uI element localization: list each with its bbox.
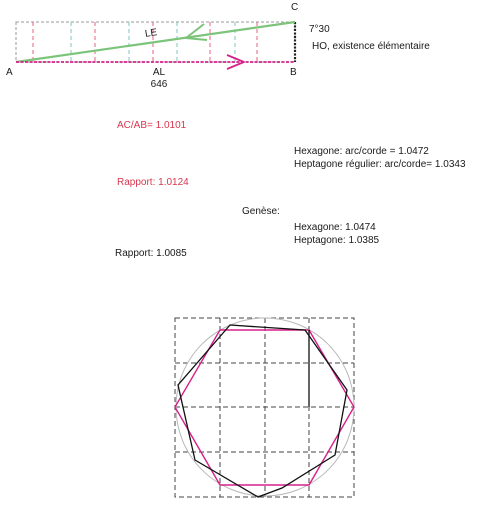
point-b-label: B bbox=[290, 67, 297, 78]
ac-ab-ratio: AC/AB= 1.0101 bbox=[117, 120, 187, 131]
ho-label: HO, existence élémentaire bbox=[312, 41, 430, 52]
rapport-2: Rapport: 1.0085 bbox=[115, 248, 187, 259]
genese-title: Genèse: bbox=[242, 206, 280, 217]
genese-hexagone: Hexagone: 1.0474 bbox=[294, 222, 376, 233]
genese-heptagone: Heptagone: 1.0385 bbox=[294, 235, 380, 246]
al-value: 646 bbox=[150, 79, 168, 90]
le-label: LE bbox=[144, 27, 158, 40]
angle-label: 7°30 bbox=[309, 24, 330, 35]
al-label: AL bbox=[152, 67, 166, 78]
point-a-label: A bbox=[6, 67, 13, 78]
heptagone-ratio: Heptagone régulier: arc/corde= 1.0343 bbox=[294, 159, 466, 170]
rapport-1: Rapport: 1.0124 bbox=[117, 177, 189, 188]
hexagone-ratio: Hexagone: arc/corde = 1.0472 bbox=[294, 146, 429, 157]
point-c-label: C bbox=[291, 2, 299, 13]
